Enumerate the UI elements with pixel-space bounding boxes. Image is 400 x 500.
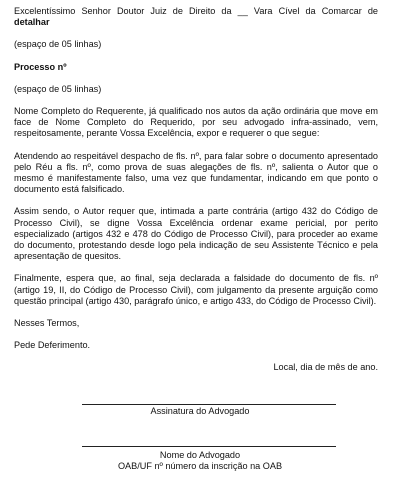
processo-label: Processo nº [14, 61, 67, 72]
addressee-line: Excelentíssimo Senhor Doutor Juiz de Direito da __ Vara Cível da Comarcar de [14, 6, 378, 16]
oab-registration: OAB/UF nº número da inscrição na OAB [117, 461, 283, 471]
signature-label: Assinatura do Advogado [150, 406, 250, 416]
spacing-note-2: (espaço de 05 linhas) [14, 83, 102, 94]
lawyer-name: Nome do Advogado [159, 450, 241, 460]
paragraph-falsity-claim: Atendendo ao respeitável despacho de fls. nº, para falar sobre o documento apresentado pelo Réu a fls. nº, como prova de suas alegações de fls. nº, salienta o Autor que o mesmo é manifestamente falso, uma vez que fundamentar, indicando em que ponto o documento está falsificado. [14, 150, 378, 195]
signature-line [82, 404, 336, 405]
closing-terms: Nesses Termos, [14, 318, 80, 329]
closing-deferment: Pede Deferimento. [14, 340, 91, 351]
paragraph-final-request: Finalmente, espera que, ao final, seja declarada a falsidade do documento de fls. nº (artigo 19, II, do Código de Processo Civil), com julgamento da presente arguição como questão principal (artigo 430, parágrafo único, e artigo 433, do Código de Processo Civil). [14, 273, 378, 306]
spacing-note-1: (espaço de 05 linhas) [14, 39, 102, 50]
name-line [82, 446, 336, 447]
paragraph-qualification: Nome Completo do Requerente, já qualificado nos autos da ação ordinária que move em face de Nome Completo do Requerido, por seu advogado infra-assinado, vem, respeitosamente, perante Vossa Excelência, expor e requerer o que segue: [14, 106, 378, 139]
place-and-date: Local, dia de mês de ano. [273, 362, 378, 373]
paragraph-expert-request: Assim sendo, o Autor requer que, intimada a parte contrária (artigo 432 do Código de Processo Civil), se digne Vossa Excelência ordenar exame pericial, por perito especializado (artigos 432 e 478 do Código de Processo Civil), para proceder ao exame do documento, protestando desde logo pela indicação de seu Assistente Técnico e pela apresentação de quesitos. [14, 206, 378, 262]
addressee-detail: detalhar [14, 17, 50, 28]
petition-document [14, 6, 378, 374]
